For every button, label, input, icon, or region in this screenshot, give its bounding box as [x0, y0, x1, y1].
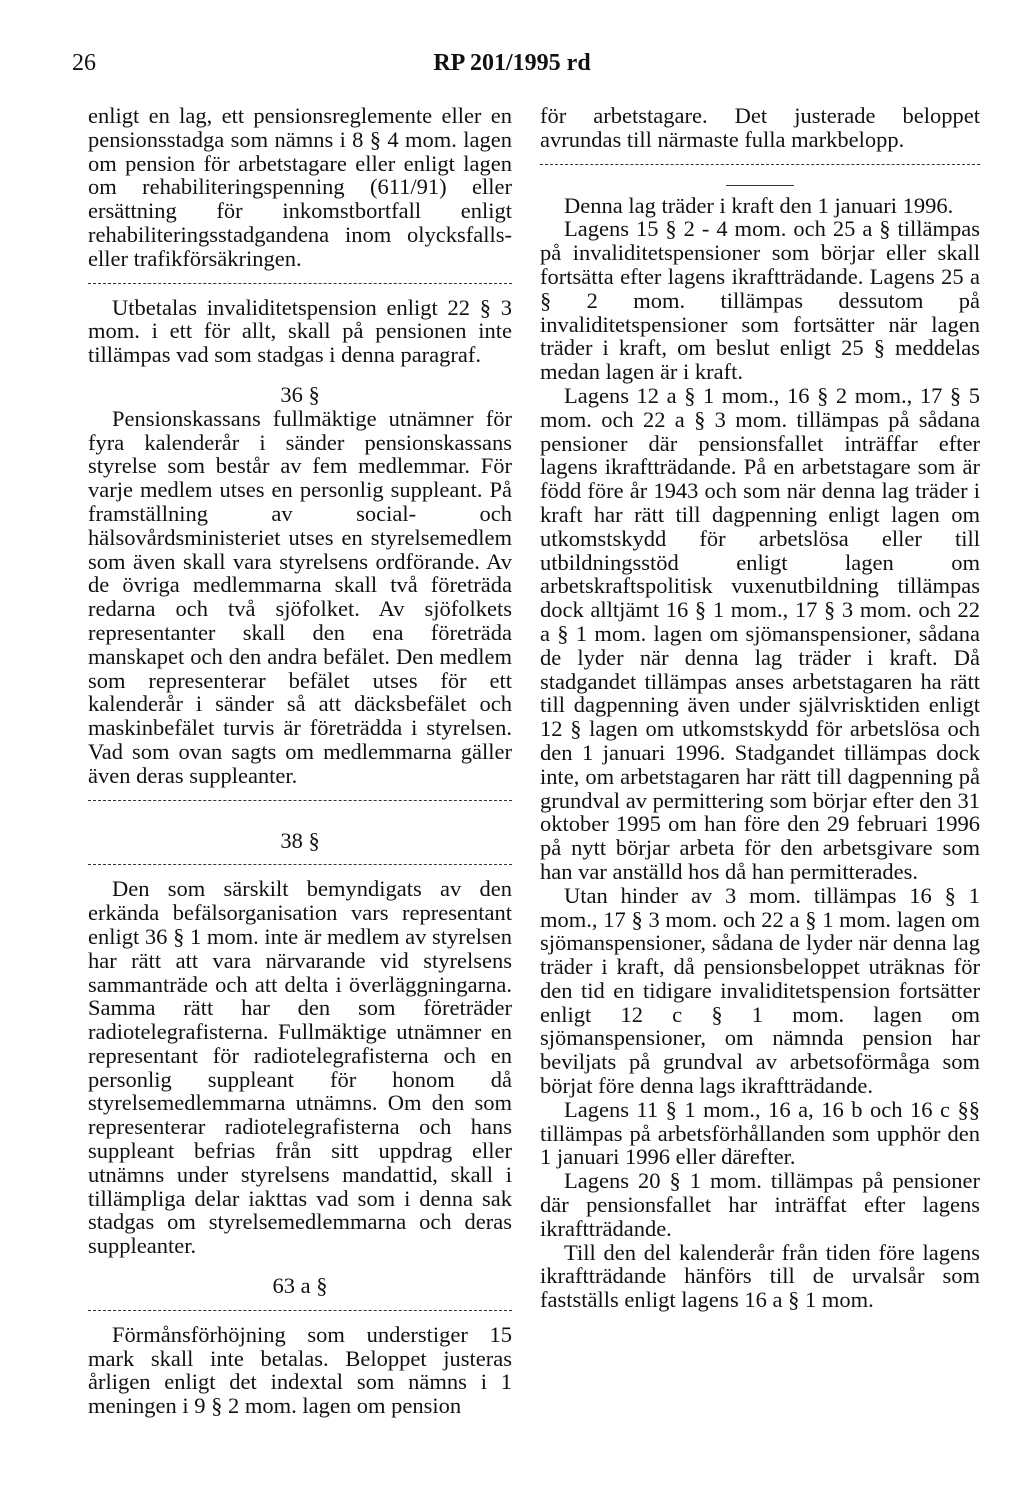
paragraph: Till den del kalenderår från tiden före lagens ikraftträdande hänförs till de urvalsår som fastställs enligt lagens 16 a § 1 mom.: [540, 1239, 980, 1313]
paragraph: Förmånsförhöjning som understiger 15 mark skall inte betalas. Beloppet justeras årligen enligt det indextal som nämns i 1 meningen i 9 § 2 mom. lagen om pension: [88, 1321, 512, 1419]
paragraph: Pensionskassans fullmäktige utnämner för fyra kalenderår i sänder pensionskassans styrelse som består av fem medlemmar. För varje medlem utses en personlig suppleant. På framställning av social- och hälsovårdsministeriet utses en styrelsemedlem som även skall vara styrelsens ordförande. Av de övriga medlemmarna skall två företräda redarna och två sjöfolket. Av sjöfolkets representanter skall den ena företräda manskapet och den andra befälet. Den medlem som representerar befälet utses för ett kalenderår i sänder så att däcksbefälet och maskinbefälet turvis är företrädda i styrelsen. Vad som ovan sagts om medlemmarna gäller även deras suppleanter.: [88, 405, 512, 788]
section-heading: 36 §: [280, 381, 320, 407]
omission-dashes: [88, 283, 512, 284]
section-heading: 38 §: [280, 827, 320, 853]
paragraph: Den som särskilt bemyndigats av den erkända befälsorganisation vars representant enligt 36 § 1 mom. inte är medlem av styrelsen har rätt att vara närvarande vid styrelsens sammanträde och att delta i överläggningarna. Samma rätt har den som företräder radiotelegrafisterna. Fullmäktige utnämner en representant för radiotelegrafisterna och en personlig suppleant för honom då styrelsemedlemmarna utnämns. Om den som representerar radiotelegrafisterna och hans suppleant befrias från sitt uppdrag eller utnämns under styrelsens mandattid, skall i tillämpliga delar iakttas vad som i denna sak stadgas om styrelsemedlemmarna och deras suppleanter.: [88, 876, 512, 1259]
paragraph: för arbetstagare. Det justerade beloppet avrundas till närmaste fulla markbelopp.: [540, 103, 980, 152]
paragraph: Denna lag träder i kraft den 1 januari 1996.: [564, 192, 954, 218]
paragraph: Lagens 20 § 1 mom. tillämpas på pensioner där pensionsfallet har inträffat efter lagens ikraftträdande.: [540, 1168, 980, 1241]
omission-dashes: [540, 164, 980, 165]
right-column: [540, 104, 980, 1312]
section-heading: 63 a §: [272, 1273, 328, 1299]
paragraph: Utbetalas invaliditetspension enligt 22 § 3 mom. i ett för allt, skall på pensionen inte tillämpas vad som stadgas i denna paragraf.: [88, 294, 512, 368]
separator-rule: [726, 185, 794, 186]
paragraph: Lagens 11 § 1 mom., 16 a, 16 b och 16 c §§ tillämpas på arbetsförhållanden som upphör den 1 januari 1996 eller därefter.: [540, 1096, 980, 1170]
omission-dashes: [88, 1310, 512, 1311]
omission-dashes: [88, 864, 512, 865]
page-number: 26: [72, 50, 96, 76]
paragraph: Lagens 12 a § 1 mom., 16 § 2 mom., 17 § 5 mom. och 22 a § 3 mom. tillämpas på sådana pensioner där pensionsfallet inträffar efter lagens ikraftträdande. På en arbetstagare som är född före år 1943 och som när denna lag träder i kraft har rätt till dagpenning enligt lagen om utkomstskydd för arbetslösa eller till utbildningsstöd enligt lagen om arbetskraftspolitisk vuxenutbildning tillämpas dock alltjämt 16 § 1 mom., 17 § 3 mom. och 22 a § 1 mom. lagen om sjömanspensioner, sådana de lyder när denna lag träder i kraft. Då stadgandet tillämpas anses arbetstagaren ha rätt till dagpenning även under självrisktiden enligt 12 § lagen om utkomstskydd för arbetslösa och den 1 januari 1996. Stadgandet tillämpas dock inte, om arbetstagaren har rätt till dagpenning på grundval av permittering som börjar efter den 31 oktober 1995 om han före den 29 februari 1996 på nytt börjar arbeta för den arbetsgivare som han var anställd hos då han permitterades.: [540, 382, 980, 884]
left-column: [88, 104, 512, 1418]
paragraph: enligt en lag, ett pensionsreglemente eller en pensionsstadga som nämns i 8 § 4 mom. lagen om pension för arbetstagare eller enligt lagen om rehabiliteringspenning (611/91) eller ersättning för inkomstbortfall enligt rehabiliteringsstadgandena inom olycksfalls- eller trafikförsäkringen.: [88, 103, 512, 271]
paragraph: Lagens 15 § 2 - 4 mom. och 25 a § tillämpas på invaliditetspensioner som börjar eller skall fortsätta efter lagens ikraftträdande. Lagens 25 a § 2 mom. tillämpas dessutom på invaliditetspensioner som fortsätter när lagen träder i kraft, om beslut enligt 25 § meddelas medan lagen är i kraft.: [540, 216, 980, 385]
running-title: RP 201/1995 rd: [433, 50, 591, 76]
paragraph: Utan hinder av 3 mom. tillämpas 16 § 1 mom., 17 § 3 mom. och 22 a § 1 mom. lagen om sjömanspensioner, sådana de lyder när denna lag träder i kraft, då pensionsbeloppet uträknas för den tid en tidigare invaliditetspension fortsätter enligt 12 c § 1 mom. lagen om sjömanspensioner, om nämnda pension har beviljats på grundval av arbetsoförmåga som börjat före denna lags ikraftträdande.: [540, 882, 980, 1099]
omission-dashes: [88, 800, 512, 801]
